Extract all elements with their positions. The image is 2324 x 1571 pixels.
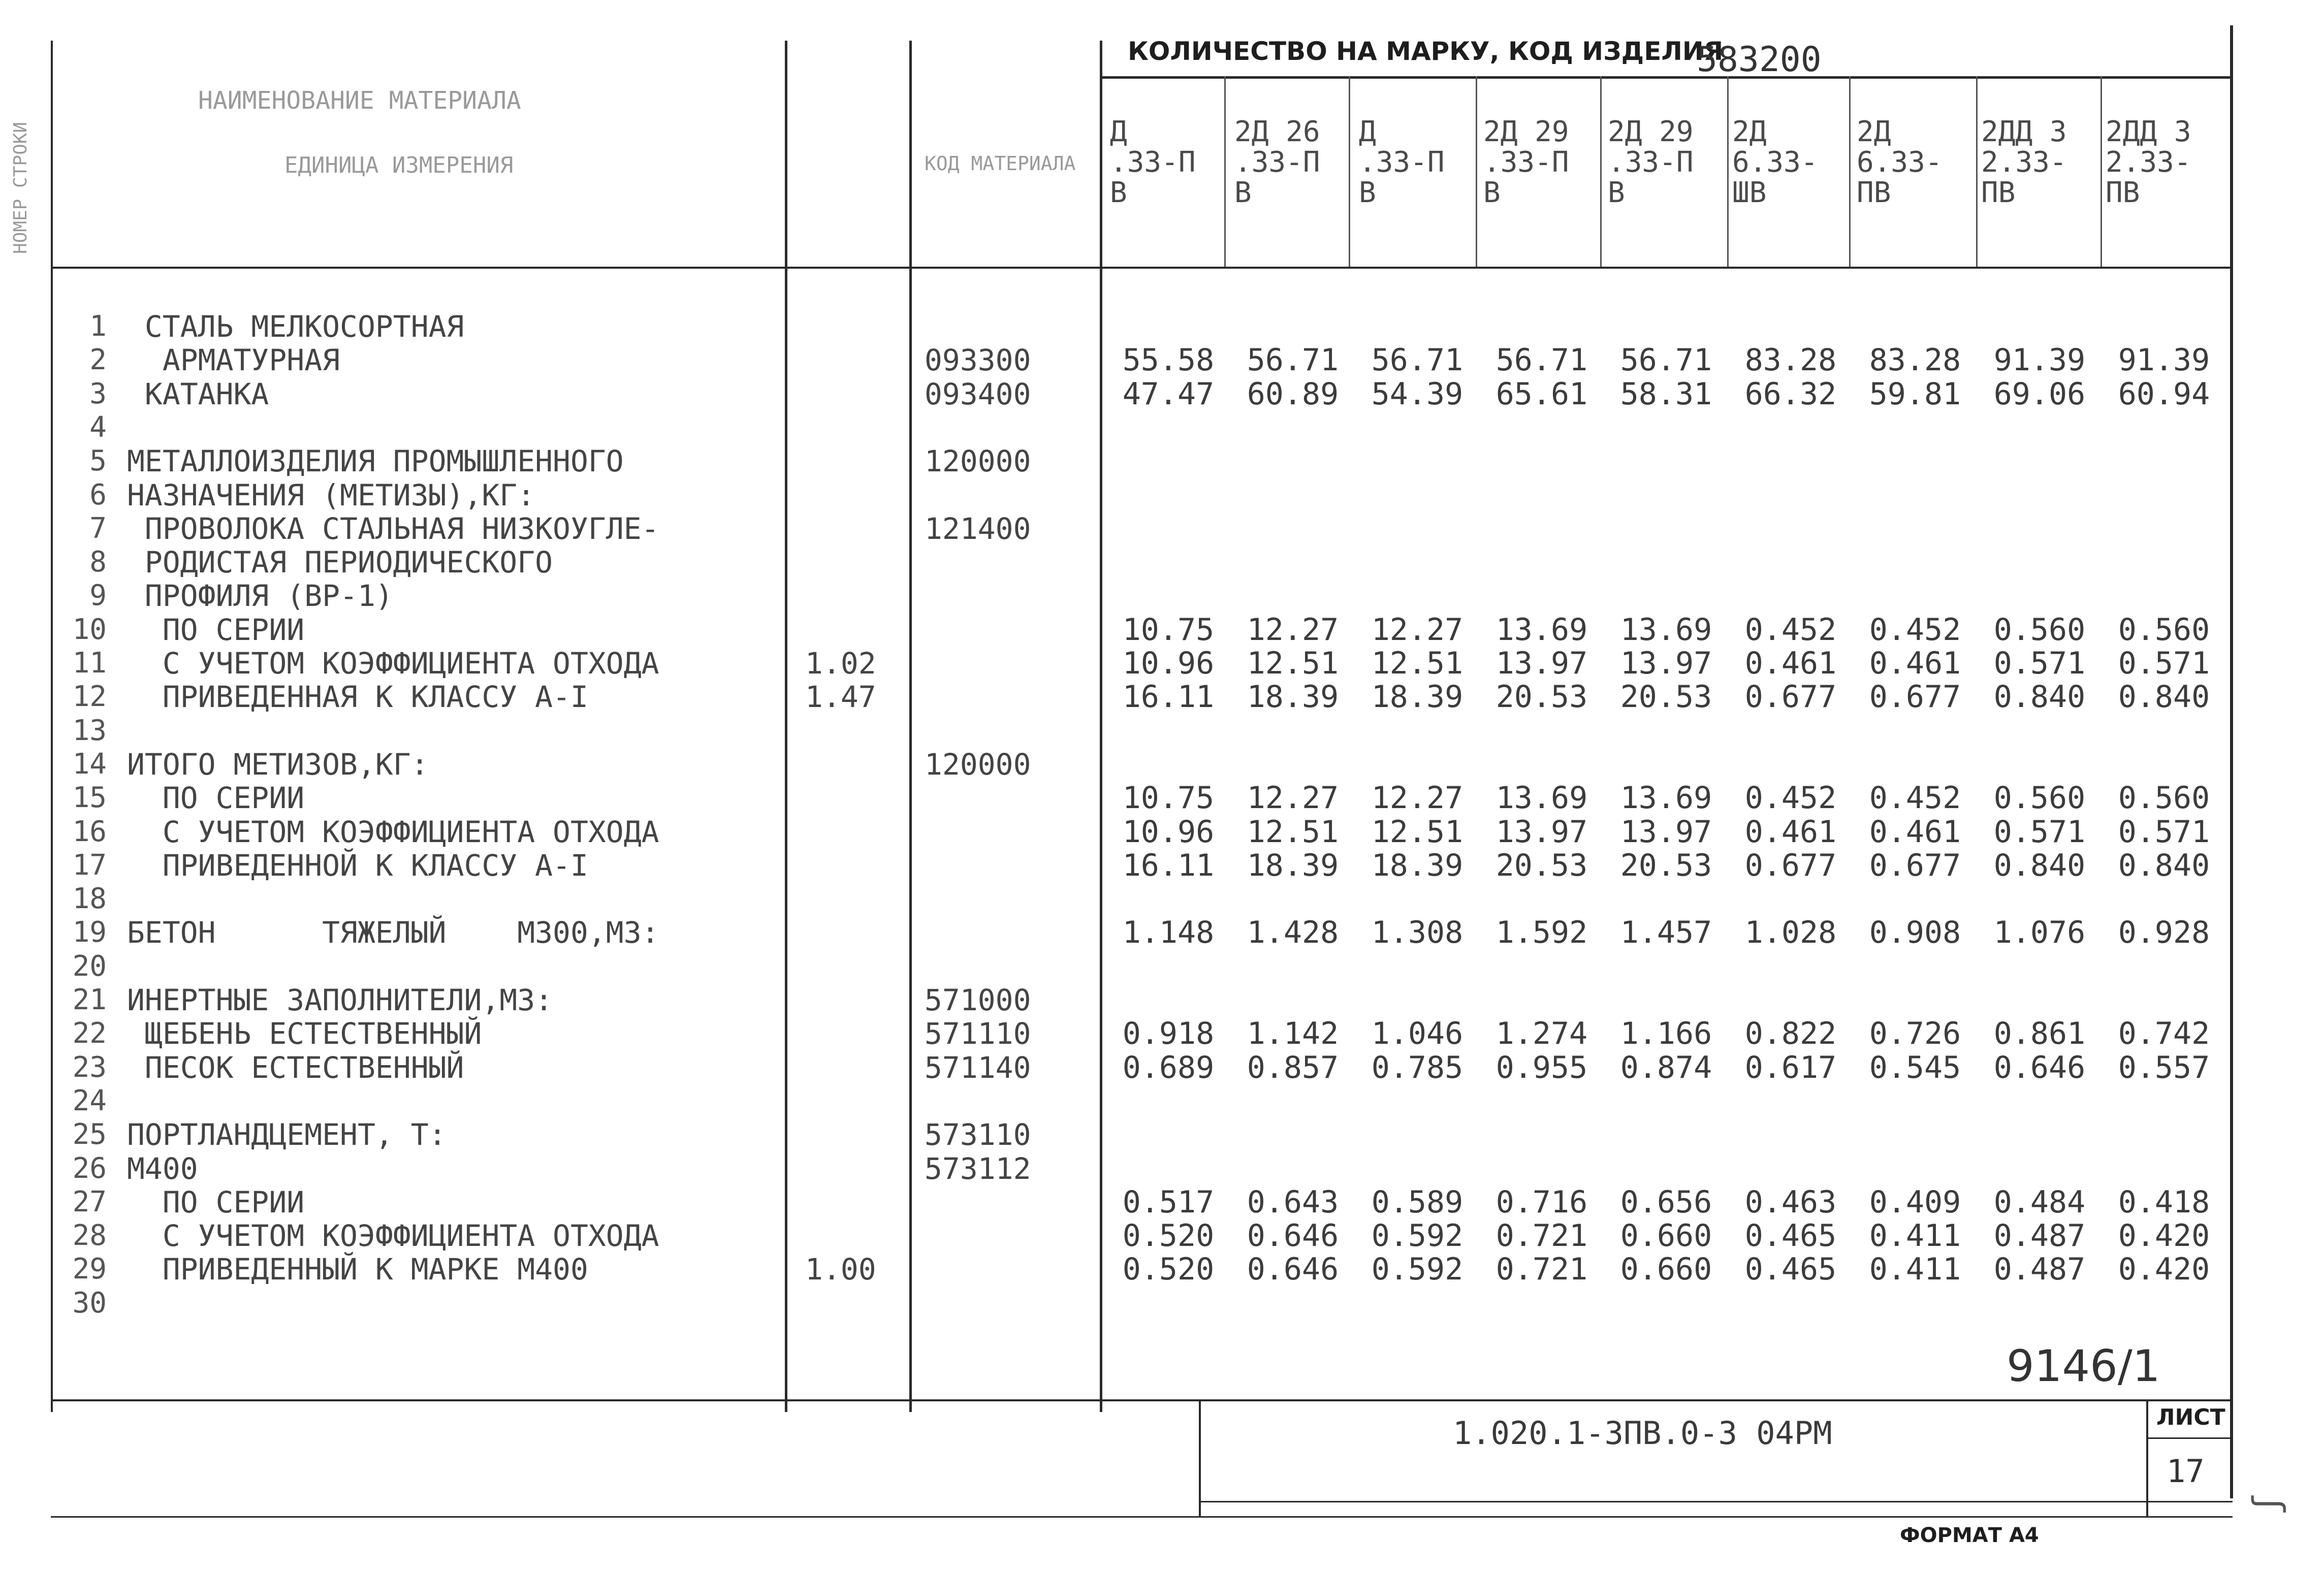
quantity-value: 0.677 [1869,679,1961,715]
material-code: 121400 [925,511,1031,546]
material-code: 571140 [925,1050,1031,1085]
quantity-value: 0.452 [1744,612,1837,648]
quantity-value: 1.166 [1620,1016,1712,1052]
quantity-value: 0.908 [1869,915,1961,951]
material-name: ПРИВЕДЕННАЯ К КЛАССУ А-I [127,680,588,715]
page-bottom-line [51,1516,2233,1518]
material-name: НАЗНАЧЕНИЯ (МЕТИЗЫ),КГ: [127,477,535,512]
mark-column-header: 2Д [1732,115,1767,148]
quantity-value: 12.51 [1247,814,1339,850]
product-code: 583200 [1697,40,1822,80]
row-number: 23 [72,1050,107,1084]
quantity-value: 65.61 [1495,376,1588,412]
quantity-value: 0.557 [2118,1049,2210,1085]
quantity-value: 59.81 [1869,376,1961,412]
mark-column-header: 2Д 26 [1234,115,1320,148]
row-number: 9 [89,579,107,613]
material-code: 571000 [925,983,1031,1017]
row-number: 6 [89,478,107,511]
material-name: ИТОГО МЕТИЗОВ,КГ: [127,747,429,782]
column-unit-title: ЕДИНИЦА ИЗМЕРЕНИЯ [284,152,514,178]
material-name: ПРИВЕДЕННЫЙ К МАРКЕ М400 [127,1252,588,1287]
quantity-value: 0.660 [1620,1252,1712,1288]
quantity-value: 0.571 [2118,646,2210,681]
mark-column-header: 2Д 29 [1608,115,1694,148]
frame-code-line-b [1100,41,1102,1412]
quantity-value: 0.487 [1993,1218,2086,1254]
quantity-value: 13.69 [1495,612,1588,648]
material-code: 093400 [925,376,1031,411]
quantity-value: 10.96 [1122,814,1215,850]
material-code: 120000 [925,747,1031,782]
row-number: 28 [72,1219,107,1253]
material-name: С УЧЕТОМ КОЭФФИЦИЕНТА ОТХОДА [127,646,659,681]
quantity-value: 0.646 [1993,1049,2086,1085]
quantity-value: 0.461 [1869,646,1961,681]
mark-column-header: .33-П [1359,146,1445,179]
material-name: ПО СЕРИИ [127,1184,305,1220]
row-number: 13 [72,714,107,747]
quantity-value: 20.53 [1620,679,1712,715]
coefficient: 1.02 [805,646,876,681]
material-name: ПРОФИЛЯ (ВР-1) [127,579,393,614]
material-name: ПОРТЛАНДЦЕМЕНТ, Т: [127,1117,447,1152]
quantity-value: 16.11 [1122,679,1215,715]
frame-right-line [2230,25,2233,1498]
quantity-value: 13.97 [1495,646,1588,681]
material-name: СТАЛЬ МЕЛКОСОРТНАЯ [127,309,464,344]
quantity-value: 1.076 [1993,915,2086,951]
mark-column-header: Д [1359,115,1376,148]
material-name: КАТАНКА [127,376,269,411]
mark-column-header: ШВ [1732,176,1767,209]
mark-column-header: В [1359,176,1376,209]
quantity-value: 0.452 [1869,612,1961,648]
coefficient: 1.00 [805,1252,876,1287]
quantity-value: 0.452 [1869,780,1961,816]
column-name-title: НАИМЕНОВАНИЕ МАТЕРИАЛА [198,86,521,115]
quantity-value: 0.840 [1993,679,2086,715]
quantity-value: 13.97 [1495,814,1588,850]
material-name: ИНЕРТНЫЕ ЗАПОЛНИТЕЛИ,М3: [127,983,553,1017]
mark-column-header: .33-П [1483,146,1569,179]
mark-column-header: 2.33- [2106,146,2191,179]
quantity-value: 0.861 [1993,1016,2086,1052]
quantity-value: 0.840 [1993,847,2086,883]
quantity-value: 0.420 [2118,1252,2210,1288]
quantity-value: 1.142 [1247,1016,1339,1052]
quantity-value: 0.742 [2118,1016,2210,1052]
row-number: 15 [72,781,107,815]
quantity-value: 0.571 [2118,814,2210,850]
quantity-value: 0.646 [1247,1218,1339,1254]
sheet-label: ЛИСТ [2156,1404,2225,1430]
row-number: 27 [72,1185,107,1219]
quantity-value: 0.411 [1869,1218,1961,1254]
coefficient: 1.47 [805,680,876,715]
row-number: 16 [72,815,107,848]
material-name: ПО СЕРИИ [127,612,305,647]
material-name: ПО СЕРИИ [127,781,305,816]
quantity-value: 12.27 [1247,612,1339,648]
material-name: С УЧЕТОМ КОЭФФИЦИЕНТА ОТХОДА [127,1219,659,1254]
row-number: 11 [72,647,107,680]
quantity-value: 55.58 [1122,342,1215,378]
mark-column-header: .33-П [1110,146,1196,179]
frame-left-line [51,41,53,1412]
quantity-value: 0.545 [1869,1049,1961,1085]
quantity-value: 83.28 [1744,342,1837,378]
column-code-title: КОД МАТЕРИАЛА [925,152,1076,175]
mark-column-header: 2.33- [1981,146,2067,179]
quantity-value: 18.39 [1247,679,1339,715]
material-name: М400 [127,1151,198,1186]
quantity-value: 20.53 [1620,847,1712,883]
quantity-value: 0.520 [1122,1252,1215,1288]
quantity-value: 0.677 [1744,847,1837,883]
quantity-value: 0.955 [1495,1049,1588,1085]
mark-column-header: 2Д 29 [1483,115,1569,148]
row-number: 12 [72,680,107,714]
row-number: 20 [72,949,107,983]
quantity-value: 13.97 [1620,814,1712,850]
row-number: 22 [72,1017,107,1050]
quantity-value: 1.457 [1620,915,1712,951]
quantity-value: 12.27 [1371,612,1463,648]
stamp-mid-line [1199,1501,2233,1502]
row-number: 2 [89,343,107,377]
quantity-value: 0.461 [1869,814,1961,850]
mark-column-header: В [1608,176,1625,209]
frame-code-line-a [909,41,912,1412]
material-code: 573110 [925,1117,1031,1152]
quantity-value: 58.31 [1620,376,1712,412]
material-name: ПРОВОЛОКА СТАЛЬНАЯ НИЗКОУГЛЕ- [127,511,659,546]
quantity-value: 0.560 [2118,612,2210,648]
mark-column-header: Д [1110,115,1127,148]
quantity-value: 0.721 [1495,1218,1588,1254]
quantity-value: 0.411 [1869,1252,1961,1288]
quantity-value: 0.726 [1869,1016,1961,1052]
quantity-value: 0.677 [1869,847,1961,883]
material-name: ЩЕБЕНЬ ЕСТЕСТВЕННЫЙ [127,1016,482,1051]
row-number: 5 [89,444,107,478]
row-number: 24 [72,1084,107,1117]
material-name: БЕТОН ТЯЖЕЛЫЙ М300,М3: [127,915,659,950]
quantity-value: 0.465 [1744,1252,1837,1288]
quantity-value: 0.560 [1993,780,2086,816]
quantity-value: 54.39 [1371,376,1463,412]
quantity-value: 12.27 [1247,780,1339,816]
quantity-value: 56.71 [1495,342,1588,378]
quantity-value: 13.97 [1620,646,1712,681]
header-bottom-line [51,267,2233,269]
material-code: 093300 [925,343,1031,378]
mark-column-header: 2ДД 3 [1981,115,2067,148]
mark-column-header: В [1110,176,1127,209]
row-number: 14 [72,747,107,781]
quantity-value: 10.96 [1122,646,1215,681]
quantity-value: 0.418 [2118,1184,2210,1220]
row-number: 29 [72,1253,107,1286]
quantity-value: 12.51 [1371,646,1463,681]
quantity-value: 69.06 [1993,376,2086,412]
quantity-value: 16.11 [1122,847,1215,883]
quantity-value: 0.918 [1122,1016,1215,1052]
mark-column-header: 2Д [1857,115,1891,148]
row-number: 17 [72,848,107,882]
quantity-value: 0.689 [1122,1049,1215,1085]
quantity-value: 0.721 [1495,1252,1588,1288]
quantity-value: 0.716 [1495,1184,1588,1220]
row-number: 7 [89,511,107,545]
quantity-value: 0.452 [1744,780,1837,816]
quantity-value: 20.53 [1495,679,1588,715]
mark-column-header: ПВ [1981,176,2016,209]
quantity-value: 12.51 [1247,646,1339,681]
quantity-value: 12.51 [1371,814,1463,850]
quantity-value: 0.840 [2118,679,2210,715]
quantity-value: 0.571 [1993,646,2086,681]
quantity-value: 0.660 [1620,1218,1712,1254]
quantity-value: 0.420 [2118,1218,2210,1254]
quantity-value: 0.520 [1122,1218,1215,1254]
quantity-value: 0.517 [1122,1184,1215,1220]
quantity-value: 0.560 [1993,612,2086,648]
material-code: 120000 [925,444,1031,479]
quantity-value: 0.857 [1247,1049,1339,1085]
row-number: 4 [89,410,107,444]
material-code: 573112 [925,1151,1031,1186]
sheet-number: 17 [2167,1453,2205,1490]
row-number: 26 [72,1151,107,1185]
quantity-value: 1.274 [1495,1016,1588,1052]
quantity-value: 0.592 [1371,1252,1463,1288]
material-name: МЕТАЛЛОИЗДЕЛИЯ ПРОМЫШЛЕННОГО [127,444,624,479]
quantity-value: 0.465 [1744,1218,1837,1254]
quantity-value: 60.89 [1247,376,1339,412]
stamp-sheet-divider [2146,1437,2233,1439]
mark-column-header: В [1234,176,1252,209]
quantity-value: 0.461 [1744,646,1837,681]
quantity-value: 1.148 [1122,915,1215,951]
row-number: 18 [72,882,107,916]
quantity-value: 0.463 [1744,1184,1837,1220]
material-name: ПЕСОК ЕСТЕСТВЕННЫЙ [127,1050,464,1085]
mark-column-header: 2ДД 3 [2106,115,2191,148]
row-number: 10 [72,613,107,646]
row-number: 30 [72,1286,107,1320]
material-name: РОДИСТАЯ ПЕРИОДИЧЕСКОГО [127,545,553,580]
quantity-value: 0.409 [1869,1184,1961,1220]
header-top-line [1100,76,2233,79]
quantity-value: 0.785 [1371,1049,1463,1085]
row-number: 25 [72,1118,107,1151]
quantity-value: 66.32 [1744,376,1837,412]
material-name: ПРИВЕДЕННОЙ К КЛАССУ А-I [127,848,588,883]
quantity-value: 91.39 [1993,342,2086,378]
quantity-value: 20.53 [1495,847,1588,883]
quantity-value: 10.75 [1122,612,1215,648]
mark-column-header: ПВ [2106,176,2140,209]
quantity-header-label: КОЛИЧЕСТВО НА МАРКУ, КОД ИЗДЕЛИЯ [1128,37,1724,66]
quantity-value: 56.71 [1371,342,1463,378]
quantity-value: 13.69 [1620,780,1712,816]
quantity-value: 0.560 [2118,780,2210,816]
column-rownum-title: НОМЕР СТРОКИ [10,121,31,254]
quantity-value: 1.428 [1247,915,1339,951]
mark-column-header: 6.33- [1857,146,1943,179]
quantity-value: 91.39 [2118,342,2210,378]
quantity-value: 0.487 [1993,1252,2086,1288]
margin-mark-icon: ʃ [2245,1493,2287,1515]
row-number: 1 [89,310,107,343]
quantity-value: 0.592 [1371,1218,1463,1254]
material-name: С УЧЕТОМ КОЭФФИЦИЕНТА ОТХОДА [127,814,659,849]
format-label: ФОРМАТ А4 [1900,1524,2039,1547]
quantity-value: 0.617 [1744,1049,1837,1085]
material-name: АРМАТУРНАЯ [127,343,340,378]
quantity-value: 0.840 [2118,847,2210,883]
quantity-value: 1.308 [1371,915,1463,951]
mark-column-header: В [1483,176,1501,209]
table-bottom-line [51,1399,2233,1401]
quantity-value: 83.28 [1869,342,1961,378]
document-code: 1.020.1-3ПВ.0-3 04РМ [1453,1415,1832,1452]
mark-column-header: .33-П [1234,146,1320,179]
mark-column-header: 6.33- [1732,146,1818,179]
quantity-value: 13.69 [1620,612,1712,648]
quantity-value: 18.39 [1247,847,1339,883]
quantity-value: 0.874 [1620,1049,1712,1085]
quantity-value: 0.643 [1247,1184,1339,1220]
quantity-value: 0.571 [1993,814,2086,850]
quantity-value: 0.656 [1620,1184,1712,1220]
mark-column-header: ПВ [1857,176,1891,209]
handwritten-sheet-number: 9146/1 [2007,1341,2160,1392]
row-number: 8 [89,546,107,579]
quantity-value: 12.27 [1371,780,1463,816]
quantity-value: 60.94 [2118,376,2210,412]
material-code: 571110 [925,1016,1031,1051]
quantity-value: 0.589 [1371,1184,1463,1220]
quantity-value: 1.028 [1744,915,1837,951]
quantity-value: 0.484 [1993,1184,2086,1220]
stamp-left-line [1199,1399,1201,1516]
stamp-sheet-line [2146,1399,2148,1516]
quantity-value: 10.75 [1122,780,1215,816]
quantity-value: 0.677 [1744,679,1837,715]
mark-column-header: .33-П [1608,146,1694,179]
quantity-value: 0.461 [1744,814,1837,850]
quantity-value: 1.046 [1371,1016,1463,1052]
row-number: 19 [72,916,107,949]
row-number: 21 [72,983,107,1016]
quantity-value: 47.47 [1122,376,1215,412]
quantity-value: 18.39 [1371,679,1463,715]
quantity-value: 0.822 [1744,1016,1837,1052]
quantity-value: 13.69 [1495,780,1588,816]
quantity-value: 56.71 [1620,342,1712,378]
quantity-value: 1.592 [1495,915,1588,951]
quantity-value: 0.928 [2118,915,2210,951]
row-number: 3 [89,377,107,410]
frame-coef-line [785,41,787,1412]
quantity-value: 56.71 [1247,342,1339,378]
quantity-value: 0.646 [1247,1252,1339,1288]
quantity-value: 18.39 [1371,847,1463,883]
